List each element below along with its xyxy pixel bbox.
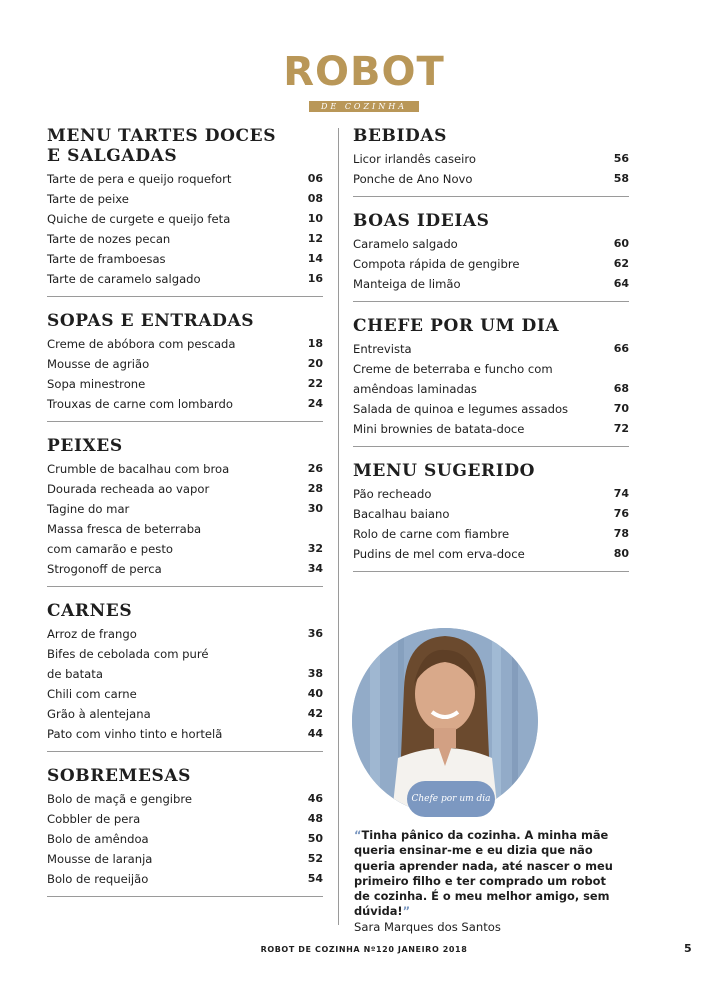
entry-title: Cobbler de pera [47, 812, 141, 826]
entry-page-number: 74 [613, 487, 629, 500]
entry-page-number: 18 [307, 337, 323, 350]
toc-section [353, 461, 629, 572]
entry-title: Manteiga de limão [353, 277, 461, 291]
entry-page-number: 22 [307, 377, 323, 390]
entry-page-number: 36 [307, 627, 323, 640]
toc-entry[interactable] [47, 644, 323, 684]
toc-entry[interactable] [353, 399, 629, 419]
toc-entry[interactable] [47, 684, 323, 704]
toc-entry[interactable] [47, 354, 323, 374]
entry-page-number: 62 [613, 257, 629, 270]
entry-page-number: 80 [613, 547, 629, 560]
entry-title: Tarte de peixe [47, 192, 129, 206]
entry-page-number: 12 [307, 232, 323, 245]
toc-entry[interactable] [353, 339, 629, 359]
entry-title: Tarte de nozes pecan [47, 232, 171, 246]
toc-section [47, 126, 323, 297]
entry-page-number: 30 [307, 502, 323, 515]
toc-entry[interactable] [47, 724, 323, 744]
chef-badge: Chefe por um dia [407, 781, 495, 817]
section-title: SOBREMESAS [47, 766, 192, 786]
page-number: 5 [684, 942, 692, 955]
section-title: SOPAS E ENTRADAS [47, 311, 255, 331]
entry-page-number: 72 [613, 422, 629, 435]
entry-title: Creme de beterraba e funcho com amêndoas laminadas [353, 362, 553, 396]
toc-section [47, 311, 323, 422]
toc-entry[interactable] [47, 849, 323, 869]
section-title: MENU SUGERIDO [353, 461, 536, 481]
toc-section [47, 601, 323, 752]
entry-title: Bolo de amêndoa [47, 832, 149, 846]
entry-page-number: 58 [613, 172, 629, 185]
entry-title: Arroz de frango [47, 627, 137, 641]
toc-right-column [353, 126, 629, 586]
toc-entry[interactable] [47, 829, 323, 849]
toc-entry[interactable] [47, 394, 323, 414]
toc-entry[interactable] [353, 504, 629, 524]
section-title: PEIXES [47, 436, 123, 456]
toc-entry[interactable] [47, 704, 323, 724]
toc-entry[interactable] [47, 229, 323, 249]
toc-section [353, 211, 629, 302]
entry-title: Entrevista [353, 342, 412, 356]
entry-title: Tarte de caramelo salgado [47, 272, 201, 286]
toc-section [353, 316, 629, 447]
entry-title: Salada de quinoa e legumes assados [353, 402, 569, 416]
entry-page-number: 46 [307, 792, 323, 805]
toc-section [353, 126, 629, 197]
entry-page-number: 52 [307, 852, 323, 865]
toc-entry[interactable] [47, 209, 323, 229]
entry-title: Bolo de maçã e gengibre [47, 792, 193, 806]
entry-page-number: 76 [613, 507, 629, 520]
toc-entry[interactable] [353, 274, 629, 294]
entry-page-number: 48 [307, 812, 323, 825]
entry-title: Bifes de cebolada com puré de batata [47, 647, 209, 681]
toc-entry[interactable] [47, 249, 323, 269]
magazine-logo [0, 50, 728, 113]
entry-title: Ponche de Ano Novo [353, 172, 473, 186]
toc-section [47, 436, 323, 587]
toc-entry[interactable] [47, 169, 323, 189]
logo-wordmark: ROBOT [283, 49, 445, 95]
quote-text: Tinha pânico da cozinha. A minha mãe queria ensinar-me e eu dizia que não queria aprender nada, até nascer o meu primeiro filho e ter comprado um robot de cozinha. É o meu melhor amigo, sem dúvida! [354, 828, 613, 919]
toc-entry[interactable] [353, 419, 629, 439]
toc-entry[interactable] [47, 334, 323, 354]
entry-title: Pão recheado [353, 487, 432, 501]
entry-page-number: 26 [307, 462, 323, 475]
entry-title: Compota rápida de gengibre [353, 257, 520, 271]
entry-page-number: 24 [307, 397, 323, 410]
toc-entry[interactable] [47, 559, 323, 579]
entry-page-number: 56 [613, 152, 629, 165]
toc-entry[interactable] [47, 869, 323, 889]
entry-title: Trouxas de carne com lombardo [47, 397, 233, 411]
entry-title: Mousse de laranja [47, 852, 153, 866]
entry-title: Grão à alentejana [47, 707, 151, 721]
entry-title: Chili com carne [47, 687, 137, 701]
toc-entry[interactable] [353, 149, 629, 169]
entry-page-number: 40 [307, 687, 323, 700]
quote-author: Sara Marques dos Santos [354, 919, 501, 934]
toc-entry[interactable] [353, 544, 629, 564]
entry-page-number: 16 [307, 272, 323, 285]
entry-page-number: 06 [307, 172, 323, 185]
section-title: BEBIDAS [353, 126, 448, 146]
toc-entry[interactable] [47, 189, 323, 209]
entry-page-number: 64 [613, 277, 629, 290]
toc-entry[interactable] [47, 459, 323, 479]
entry-title: Pudins de mel com erva-doce [353, 547, 525, 561]
chef-quote [354, 828, 624, 935]
toc-entry[interactable] [47, 479, 323, 499]
entry-page-number: 14 [307, 252, 323, 265]
entry-title: Rolo de carne com fiambre [353, 527, 510, 541]
toc-left-column [47, 126, 323, 911]
toc-entry[interactable] [353, 254, 629, 274]
entry-title: Dourada recheada ao vapor [47, 482, 210, 496]
footer-issue-line: ROBOT DE COZINHA Nº120 JANEIRO 2018 [260, 945, 468, 954]
entry-page-number: 60 [613, 237, 629, 250]
logo-subtitle: DE COZINHA [309, 101, 419, 112]
entry-page-number: 10 [307, 212, 323, 225]
entry-page-number: 54 [307, 872, 323, 885]
entry-page-number: 78 [613, 527, 629, 540]
entry-title: Caramelo salgado [353, 237, 458, 251]
entry-page-number: 20 [307, 357, 323, 370]
entry-title: Licor irlandês caseiro [353, 152, 476, 166]
entry-page-number: 32 [307, 542, 323, 555]
entry-title: Tagine do mar [47, 502, 130, 516]
toc-entry[interactable] [47, 374, 323, 394]
entry-title: Bolo de requeijão [47, 872, 149, 886]
toc-entry[interactable] [47, 499, 323, 519]
entry-title: Mini brownies de batata-doce [353, 422, 525, 436]
entry-page-number: 08 [307, 192, 323, 205]
section-title: CHEFE POR UM DIA [353, 316, 560, 336]
entry-title: Pato com vinho tinto e hortelã [47, 727, 223, 741]
entry-title: Quiche de curgete e queijo feta [47, 212, 231, 226]
column-divider [338, 128, 339, 925]
toc-section [47, 766, 323, 897]
toc-entry[interactable] [47, 519, 323, 559]
entry-page-number: 34 [307, 562, 323, 575]
toc-entry[interactable] [353, 169, 629, 189]
entry-title: Crumble de bacalhau com broa [47, 462, 230, 476]
toc-entry[interactable] [353, 524, 629, 544]
section-title: CARNES [47, 601, 133, 621]
entry-title: Mousse de agrião [47, 357, 150, 371]
entry-title: Tarte de framboesas [47, 252, 166, 266]
entry-page-number: 28 [307, 482, 323, 495]
toc-entry[interactable] [353, 234, 629, 254]
entry-page-number: 38 [307, 667, 323, 680]
open-quote-mark: “ [354, 828, 362, 842]
entry-page-number: 42 [307, 707, 323, 720]
section-title: BOAS IDEIAS [353, 211, 490, 231]
entry-title: Tarte de pera e queijo roquefort [47, 172, 232, 186]
entry-title: Bacalhau baiano [353, 507, 450, 521]
toc-entry[interactable] [353, 359, 629, 399]
entry-page-number: 44 [307, 727, 323, 740]
entry-page-number: 50 [307, 832, 323, 845]
entry-page-number: 66 [613, 342, 629, 355]
entry-page-number: 68 [613, 382, 629, 395]
toc-entry[interactable] [47, 789, 323, 809]
entry-page-number: 70 [613, 402, 629, 415]
entry-title: Strogonoff de perca [47, 562, 162, 576]
toc-entry[interactable] [353, 484, 629, 504]
close-quote-mark: ” [402, 904, 411, 919]
entry-title: Creme de abóbora com pescada [47, 337, 236, 351]
toc-entry[interactable] [47, 269, 323, 289]
toc-entry[interactable] [47, 809, 323, 829]
section-title: MENU TARTES DOCES E SALGADAS [47, 126, 277, 166]
entry-title: Massa fresca de beterraba com camarão e pesto [47, 522, 202, 556]
toc-entry[interactable] [47, 624, 323, 644]
entry-title: Sopa minestrone [47, 377, 146, 391]
